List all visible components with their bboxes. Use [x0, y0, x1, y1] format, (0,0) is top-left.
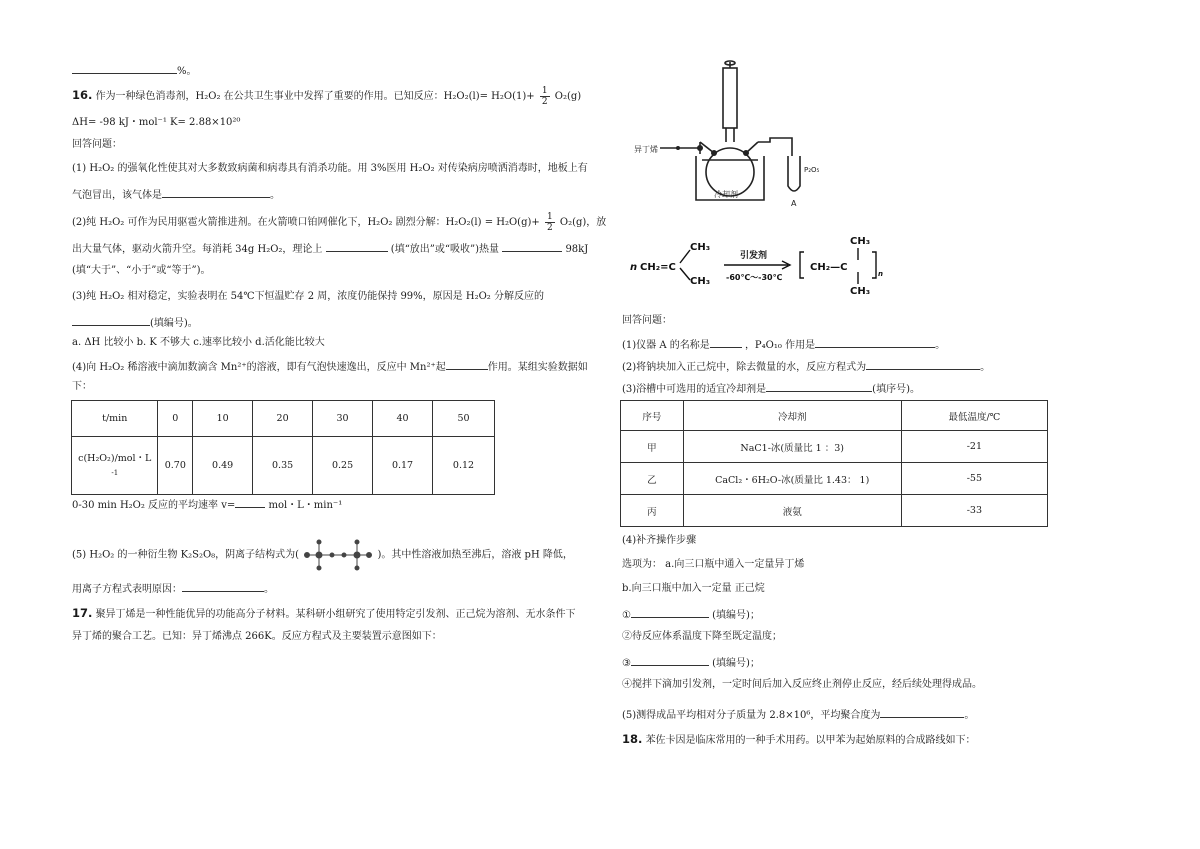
coolant-table: 序号 冷却剂 最低温度/℃ 甲 NaC1-冰(质量比 1 ：3) -21 乙 CaCl₂・6H₂O-冰(质量比 1.43： 1) -55 丙 液氨 -33	[620, 400, 1048, 527]
answer-blank[interactable]	[446, 358, 488, 370]
answer-blank[interactable]	[815, 336, 935, 348]
fraction: $\frac{1}{2}$	[541, 86, 548, 107]
answer-blank[interactable]	[326, 240, 388, 252]
svg-text:CH₃: CH₃	[850, 286, 871, 296]
answer-blank[interactable]	[72, 314, 150, 326]
top-answer-line: %。	[72, 62, 197, 79]
q16-part1-line2: 气泡冒出，该气体是 。	[72, 186, 280, 203]
q16-part2-line3: (填“大于”、“小于”或“等于”)。	[72, 265, 211, 276]
svg-text:n: n	[878, 270, 883, 278]
answer-blank[interactable]	[502, 240, 562, 252]
q18-intro: 18. 苯佐卡因是临床常用的一种手术用药。以甲苯为起始原料的合成路线如下：	[622, 732, 976, 746]
svg-text:n: n	[630, 262, 638, 273]
answer-blank[interactable]	[766, 380, 872, 392]
q17-part4: (4)补齐操作步骤	[622, 535, 697, 546]
apparatus-a-label: A	[791, 199, 797, 208]
table-row: 丙 液氨 -33	[621, 495, 1048, 527]
q17-intro-line2: 异丁烯的聚合工艺。已知：异丁烯沸点 266K。反应方程式及主要装置示意图如下：	[72, 631, 442, 642]
q16-part4-line2: 下：	[72, 381, 92, 392]
reagent-label: P₂O₅	[804, 166, 820, 174]
table-row: 乙 CaCl₂・6H₂O-冰(质量比 1.43： 1) -55	[621, 463, 1048, 495]
q16-part3-line2: (填编号)。	[72, 314, 198, 331]
option-a: 选项为： a.向三口瓶中通入一定量异丁烯	[622, 559, 805, 570]
polymerization-equation-diagram	[628, 236, 888, 296]
q16-part4-line1: (4)向 H₂O₂ 稀溶液中滴加数滴含 Mn²⁺的溶液，即有气泡快速逸出，反应中 Mn²⁺起 作用。某组实验数据如	[72, 358, 588, 375]
polymerization-apparatus-diagram	[630, 60, 820, 210]
answer-blank[interactable]	[880, 706, 964, 718]
feed-label: 异丁烯	[634, 145, 658, 154]
table-row: 甲 NaC1-冰(质量比 1 ：3) -21	[621, 431, 1048, 463]
fraction: $\frac{1}{2}$	[546, 212, 553, 233]
q16-enthalpy: ΔH= -98 kJ・mol⁻¹ K= 2.88×10²⁰	[72, 117, 241, 128]
q16-rate-line: 0-30 min H₂O₂ 反应的平均速率 v= mol・L・min⁻¹	[72, 496, 342, 513]
option-b: b.向三口瓶中加入一定量 正己烷	[622, 583, 765, 594]
q16-part1-line1: (1) H₂O₂ 的强氧化性使其对大多数致病菌和病毒具有消杀功能。用 3%医用 H₂O₂ 对传染病房喷洒消毒时，地板上有	[72, 163, 588, 174]
q16-part5-line2: 用离子方程式表明原因： 。	[72, 580, 274, 597]
q16-intro: 16. 作为一种绿色消毒剂，H₂O₂ 在公共卫生事业中发挥了重要的作用。已知反应：H₂O₂(l)= H₂O(1)+ $\frac{1}{2} O_2(g)$	[72, 86, 582, 107]
answer-blank[interactable]	[631, 606, 709, 618]
step-2: ②待反应体系温度下降至既定温度；	[622, 631, 782, 642]
step-3: ③ (填编号)；	[622, 654, 760, 671]
q16-part2-line1: (2)纯 H₂O₂ 可作为民用驱雹火箭推进剂。在火箭喷口铂网催化下，H₂O₂ 剧烈分解：H₂O₂(l) = H₂O(g)+ $\frac{1}{2} O_2(g)$，放	[72, 212, 607, 233]
question-number: 16.	[72, 88, 93, 102]
answer-blank[interactable]	[162, 186, 270, 198]
q17-part2: (2)将钠块加入正己烷中，除去微量的水，反应方程式为 。	[622, 358, 990, 375]
bath-label: 冷却剂	[714, 190, 738, 199]
persulfate-structure-icon	[302, 538, 374, 572]
svg-text:CH₃: CH₃	[850, 236, 871, 247]
q16-answer-label: 回答问题：	[72, 139, 122, 150]
answer-blank[interactable]	[72, 62, 177, 74]
answer-blank[interactable]	[866, 358, 980, 370]
answer-blank[interactable]	[182, 580, 264, 592]
q16-part3-line1: (3)纯 H₂O₂ 相对稳定，实验表明在 54℃下恒温贮存 2 周，浓度仍能保持 99%，原因是 H₂O₂ 分解反应的	[72, 291, 544, 302]
svg-text:CH₂—C: CH₂—C	[810, 262, 848, 273]
q16-options: a. ΔH 比较小 b. K 不够大 c.速率比较小 d.活化能比较大	[72, 337, 325, 348]
q17-part5: (5)测得成品平均相对分子质量为 2.8×10⁶，平均聚合度为 。	[622, 706, 974, 723]
svg-text:引发剂: 引发剂	[740, 251, 768, 261]
svg-text:CH₃: CH₃	[690, 242, 711, 253]
q17-part3: (3)浴槽中可选用的适宜冷却剂是 (填序号)。	[622, 380, 920, 397]
question-number: 18.	[622, 732, 643, 746]
question-number: 17.	[72, 606, 93, 620]
step-1: ① (填编号)；	[622, 606, 760, 623]
q17-intro-line1: 17. 聚异丁烯是一种性能优异的功能高分子材料。某科研小组研究了使用特定引发剂、正己烷为溶剂、无水条件下	[72, 606, 576, 620]
q17-part1: (1)仪器 A 的名称是 ，P₄O₁₀ 作用是 。	[622, 336, 945, 353]
q16-part2-line2: 出大量气体，驱动火箭升空。每消耗 34g H₂O₂，理论上 (填“放出”或“吸收”)热量 98kJ	[72, 240, 588, 257]
step-4: ④搅拌下滴加引发剂，一定时间后加入反应终止剂停止反应，经后续处理得成品。	[622, 679, 982, 690]
svg-text:CH₂=C: CH₂=C	[640, 262, 676, 273]
svg-text:CH₃: CH₃	[690, 276, 711, 287]
answer-blank[interactable]	[710, 336, 742, 348]
svg-text:-60℃～-30℃: -60℃～-30℃	[726, 273, 783, 282]
answer-blank[interactable]	[631, 654, 709, 666]
answer-blank[interactable]	[235, 496, 265, 508]
rate-data-table: t/min 0 10 20 30 40 50 c(H₂O₂)/mol・L -1 0.70 0.49 0.35 0.25 0.17 0.12	[71, 400, 495, 495]
q16-part5-line1: (5) H₂O₂ 的一种衍生物 K₂S₂O₈，阴离子结构式为( )。其中性溶液加热至沸后，溶液 pH 降低，	[72, 538, 573, 572]
row-label: c(H₂O₂)/mol・L -1	[72, 437, 158, 495]
q17-answer-label: 回答问题：	[622, 315, 672, 326]
